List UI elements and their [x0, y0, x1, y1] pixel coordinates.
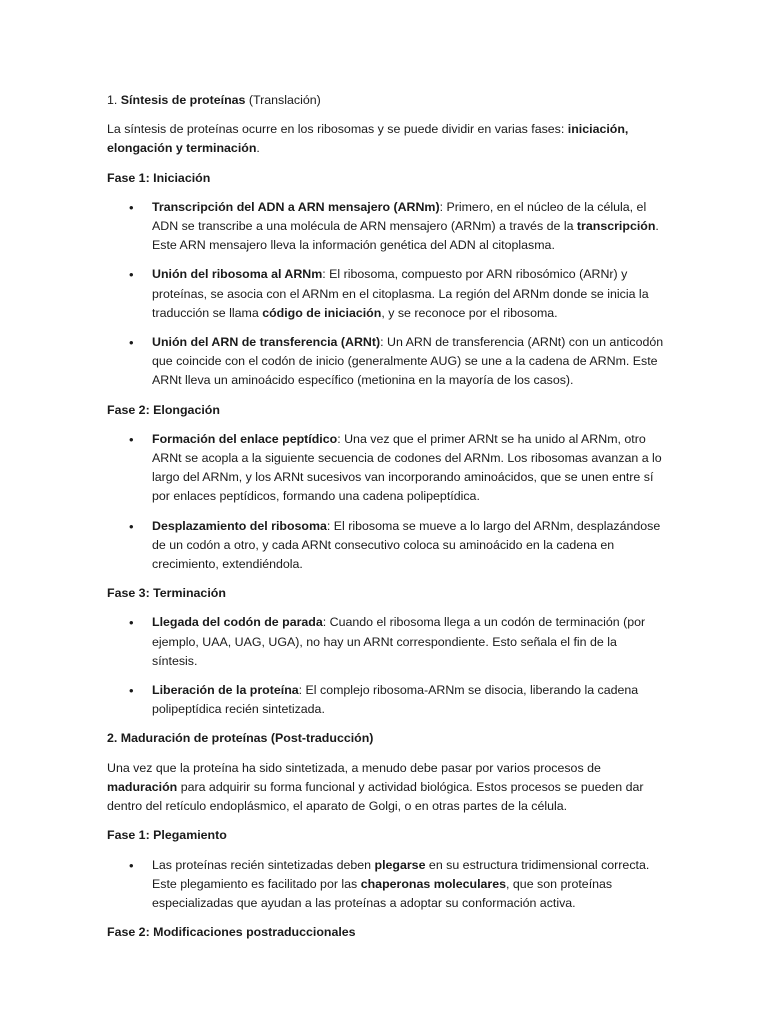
list-item: • Desplazamiento del ribosoma: El ribosoma se mueve a lo largo del ARNm, desplazándose de un codón a otro, y cada ARNt consecutivo coloca su aminoácido en la cadena en crecimiento, extendiéndola. [107, 517, 664, 575]
list-item: • Unión del ribosoma al ARNm: El ribosoma, compuesto por ARN ribosómico (ARNr) y proteínas, se asocia con el ARNm en el citoplasma. La región del ARNm donde se inicia la traducción se llama código de iniciación, y se reconoce por el ribosoma. [107, 265, 664, 323]
list-item: • Llegada del codón de parada: Cuando el ribosoma llega a un codón de terminación (por ejemplo, UAA, UAG, UGA), no hay un ARNt correspondiente. Esto señala el fin de la síntesis. [107, 613, 664, 671]
section-2-intro: Una vez que la proteína ha sido sintetizada, a menudo debe pasar por varios procesos de maduración para adquirir su forma funcional y actividad biológica. Estos procesos se pueden dar dentro del retículo endoplásmico, el aparato de Golgi, o en otras partes de la célula. [107, 760, 644, 814]
list-item: • Formación del enlace peptídico: Una vez que el primer ARNt se ha unido al ARNm, otro ARNt se acopla a la siguiente secuencia de codones del ARNm. Los ribosomas avanzan a lo largo del ARNm, y los ARNt sucesivos van incorporando aminoácidos, que se unen entre sí por enlaces peptídicos, formando una cadena polipeptídica. [107, 430, 664, 507]
fase-3-heading: Fase 3: Terminación [107, 586, 226, 601]
fase-3-list [107, 613, 664, 719]
fase-2-heading: Fase 2: Elongación [107, 402, 220, 417]
s2-fase-1-heading: Fase 1: Plegamiento [107, 828, 227, 843]
list-item: • Unión del ARN de transferencia (ARNt): Un ARN de transferencia (ARNt) con un anticodón que coincide con el codón de inicio (generalmente AUG) se une a la cadena de ARNm. Este ARNt lleva un aminoácido específico (metionina en la mayoría de los casos). [107, 333, 664, 391]
s2-fase-1-list [107, 856, 664, 914]
list-item: • Transcripción del ADN a ARN mensajero (ARNm): Primero, en el núcleo de la célula, el ADN se transcribe a una molécula de ARN mensajero (ARNm) a través de la transcripción. Este ARN mensajero lleva la información genética del ADN al citoplasma. [107, 198, 664, 256]
fase-2-list [107, 430, 664, 574]
section-1-intro: La síntesis de proteínas ocurre en los ribosomas y se puede dividir en varias fases: iniciación, elongación y terminación. [107, 122, 629, 156]
s2-fase-2-heading: Fase 2: Modificaciones postraduccionales [107, 925, 356, 940]
fase-1-heading: Fase 1: Iniciación [107, 170, 211, 185]
list-item: • Las proteínas recién sintetizadas deben plegarse en su estructura tridimensional correcta. Este plegamiento es facilitado por las chaperonas moleculares, que son proteínas especializadas que ayudan a las proteínas a adoptar su conformación activa. [107, 856, 664, 914]
fase-1-list [107, 198, 664, 391]
section-1-title: 1. Síntesis de proteínas (Translación) [107, 93, 321, 107]
section-2-title: 2. Maduración de proteínas (Post-traducción) [107, 731, 374, 746]
list-item: • Liberación de la proteína: El complejo ribosoma-ARNm se disocia, liberando la cadena polipeptídica recién sintetizada. [107, 681, 664, 719]
